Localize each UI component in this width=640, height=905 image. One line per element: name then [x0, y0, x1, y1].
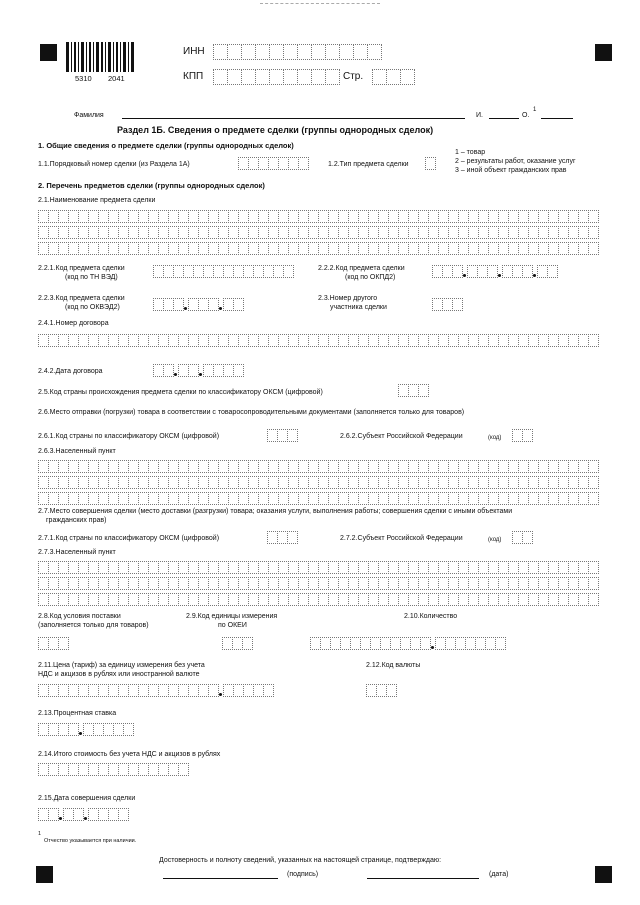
- s1-heading: 1. Общие сведения о предмете сделки (группы однородных сделок): [38, 141, 294, 150]
- surname-label: Фамилия: [74, 112, 104, 119]
- f262-label: 2.6.2.Субъект Российской Федерации: [340, 433, 463, 440]
- f29-cells[interactable]: [222, 637, 252, 650]
- f29-label: 2.9.Код единицы измерения: [186, 613, 278, 620]
- kpp-cells[interactable]: [213, 69, 339, 85]
- section-title: Раздел 1Б. Сведения о предмете сделки (группы однородных сделок): [117, 125, 434, 135]
- initial2-label: О.: [522, 112, 530, 119]
- f12-label: 1.2.Тип предмета сделки: [328, 161, 409, 168]
- corner-marker-bottom-left: [36, 866, 53, 883]
- f210-cells[interactable]: [310, 637, 505, 650]
- f211-label: 2.11.Цена (тариф) за единицу измерения без учета: [38, 662, 205, 669]
- f11-cells[interactable]: [238, 157, 308, 170]
- f212-cells[interactable]: [366, 684, 396, 697]
- footnote-mark: 1: [38, 831, 42, 837]
- type-2: 2 – результаты работ, оказание услуг: [455, 158, 576, 165]
- corner-marker-bottom-right: [595, 866, 612, 883]
- f26-label: 2.6.Место отправки (погрузки) товара в соответствии с товаросопроводительными документами (заполняется только для товаров): [38, 409, 465, 416]
- f211-cells[interactable]: [38, 684, 273, 697]
- f222-label: 2.2.2.Код предмета сделки: [318, 265, 405, 272]
- signature-line[interactable]: [163, 878, 278, 879]
- footnote-mark-name: 1: [533, 107, 537, 113]
- signature-caption: (подпись): [287, 871, 319, 878]
- f29-sublabel: по ОКЕИ: [218, 622, 247, 629]
- f23-cells[interactable]: [432, 298, 462, 311]
- f273-cells-row1[interactable]: [38, 561, 598, 574]
- f21-cells-row2[interactable]: [38, 226, 598, 239]
- f273-cells-row3[interactable]: [38, 593, 598, 606]
- f23-sublabel: участника сделки: [330, 304, 387, 311]
- f215-label: 2.15.Дата совершения сделки: [38, 795, 136, 802]
- type-3: 3 – иной объект гражданских прав: [455, 167, 567, 174]
- f12-cells[interactable]: [425, 157, 435, 170]
- f222-sublabel: (код по ОКПД2): [345, 274, 396, 281]
- f25-cells[interactable]: [398, 384, 428, 397]
- f272-label: 2.7.2.Субъект Российской Федерации: [340, 535, 463, 542]
- page-label: Стр.: [343, 71, 364, 82]
- f263-cells-row2[interactable]: [38, 476, 598, 489]
- barcode-image: [66, 42, 136, 72]
- type-1: 1 – товар: [455, 149, 486, 156]
- f242-label: 2.4.2.Дата договора: [38, 368, 103, 375]
- f221-cells[interactable]: [153, 265, 293, 278]
- f272-cells[interactable]: [512, 531, 532, 544]
- f262-cells[interactable]: [512, 429, 532, 442]
- f223-sublabel: (код по ОКВЭД2): [65, 304, 120, 311]
- f213-cells[interactable]: [38, 723, 133, 736]
- f213-label: 2.13.Процентная ставка: [38, 710, 117, 717]
- kpp-label: КПП: [183, 71, 204, 82]
- f272-code: (код): [488, 537, 502, 543]
- f25-label: 2.5.Код страны происхождения предмета сделки по классификатору ОКСМ (цифровой): [38, 389, 323, 396]
- f27-label: 2.7.Место совершения сделки (место доставки (разгрузки) товара; оказания услуги, выполнения работы; совершения сделки с иными объектами: [38, 508, 513, 515]
- f28-cells[interactable]: [38, 637, 68, 650]
- barcode-number-left: 5310: [75, 74, 92, 83]
- inn-label: ИНН: [183, 46, 205, 57]
- page-cells[interactable]: [372, 69, 414, 85]
- f21-cells-row3[interactable]: [38, 242, 598, 255]
- f223-label: 2.2.3.Код предмета сделки: [38, 295, 125, 302]
- f28-sublabel: (заполняется только для товаров): [38, 622, 149, 629]
- f261-label: 2.6.1.Код страны по классификатору ОКСМ (цифровой): [38, 433, 220, 440]
- f214-label: 2.14.Итого стоимость без учета НДС и акцизов в рублях: [38, 751, 221, 758]
- f271-label: 2.7.1.Код страны по классификатору ОКСМ (цифровой): [38, 535, 220, 542]
- top-cut-line: [260, 3, 380, 4]
- surname-line[interactable]: [122, 118, 465, 119]
- f223-cells[interactable]: [153, 298, 243, 311]
- f214-cells[interactable]: [38, 763, 188, 776]
- initial1-label: И.: [476, 112, 483, 119]
- f221-label: 2.2.1.Код предмета сделки: [38, 265, 125, 272]
- f273-label: 2.7.3.Населенный пункт: [38, 549, 116, 556]
- footnote-text: Отчество указывается при наличии.: [44, 838, 137, 844]
- f23-label: 2.3.Номер другого: [318, 295, 378, 302]
- f263-label: 2.6.3.Населенный пункт: [38, 448, 116, 455]
- f210-label: 2.10.Количество: [404, 613, 458, 620]
- corner-marker-top-right: [595, 44, 612, 61]
- inn-cells[interactable]: [213, 44, 381, 60]
- f263-cells-row1[interactable]: [38, 460, 598, 473]
- barcode-number-right: 2041: [108, 74, 125, 83]
- initial2-line[interactable]: [541, 118, 573, 119]
- f261-cells[interactable]: [267, 429, 297, 442]
- f211-sublabel: НДС и акцизов в рублях или иностранной валюте: [38, 671, 200, 678]
- f212-label: 2.12.Код валюты: [366, 662, 421, 669]
- f221-sublabel: (код по ТН ВЭД): [65, 274, 118, 281]
- date-line[interactable]: [367, 878, 479, 879]
- f222-cells[interactable]: [432, 265, 557, 278]
- s2-heading: 2. Перечень предметов сделки (группы однородных сделок): [38, 181, 265, 190]
- f27-label-cont: гражданских прав): [46, 517, 107, 524]
- f241-cells[interactable]: [38, 334, 598, 347]
- f11-label: 1.1.Порядковый номер сделки (из Раздела 1А): [38, 161, 190, 168]
- initial1-line[interactable]: [489, 118, 519, 119]
- f21-cells-row1[interactable]: [38, 210, 598, 223]
- f262-code: (код): [488, 435, 502, 441]
- corner-marker-top-left: [40, 44, 57, 61]
- f242-cells[interactable]: [153, 364, 243, 377]
- date-caption: (дата): [489, 871, 509, 878]
- f21-label: 2.1.Наименование предмета сделки: [38, 197, 156, 204]
- f28-label: 2.8.Код условия поставки: [38, 613, 121, 620]
- f241-label: 2.4.1.Номер договора: [38, 320, 109, 327]
- f215-cells[interactable]: [38, 808, 128, 821]
- f271-cells[interactable]: [267, 531, 297, 544]
- confirm-text: Достоверность и полноту сведений, указанных на настоящей странице, подтверждаю:: [159, 857, 442, 864]
- f263-cells-row3[interactable]: [38, 492, 598, 505]
- f273-cells-row2[interactable]: [38, 577, 598, 590]
